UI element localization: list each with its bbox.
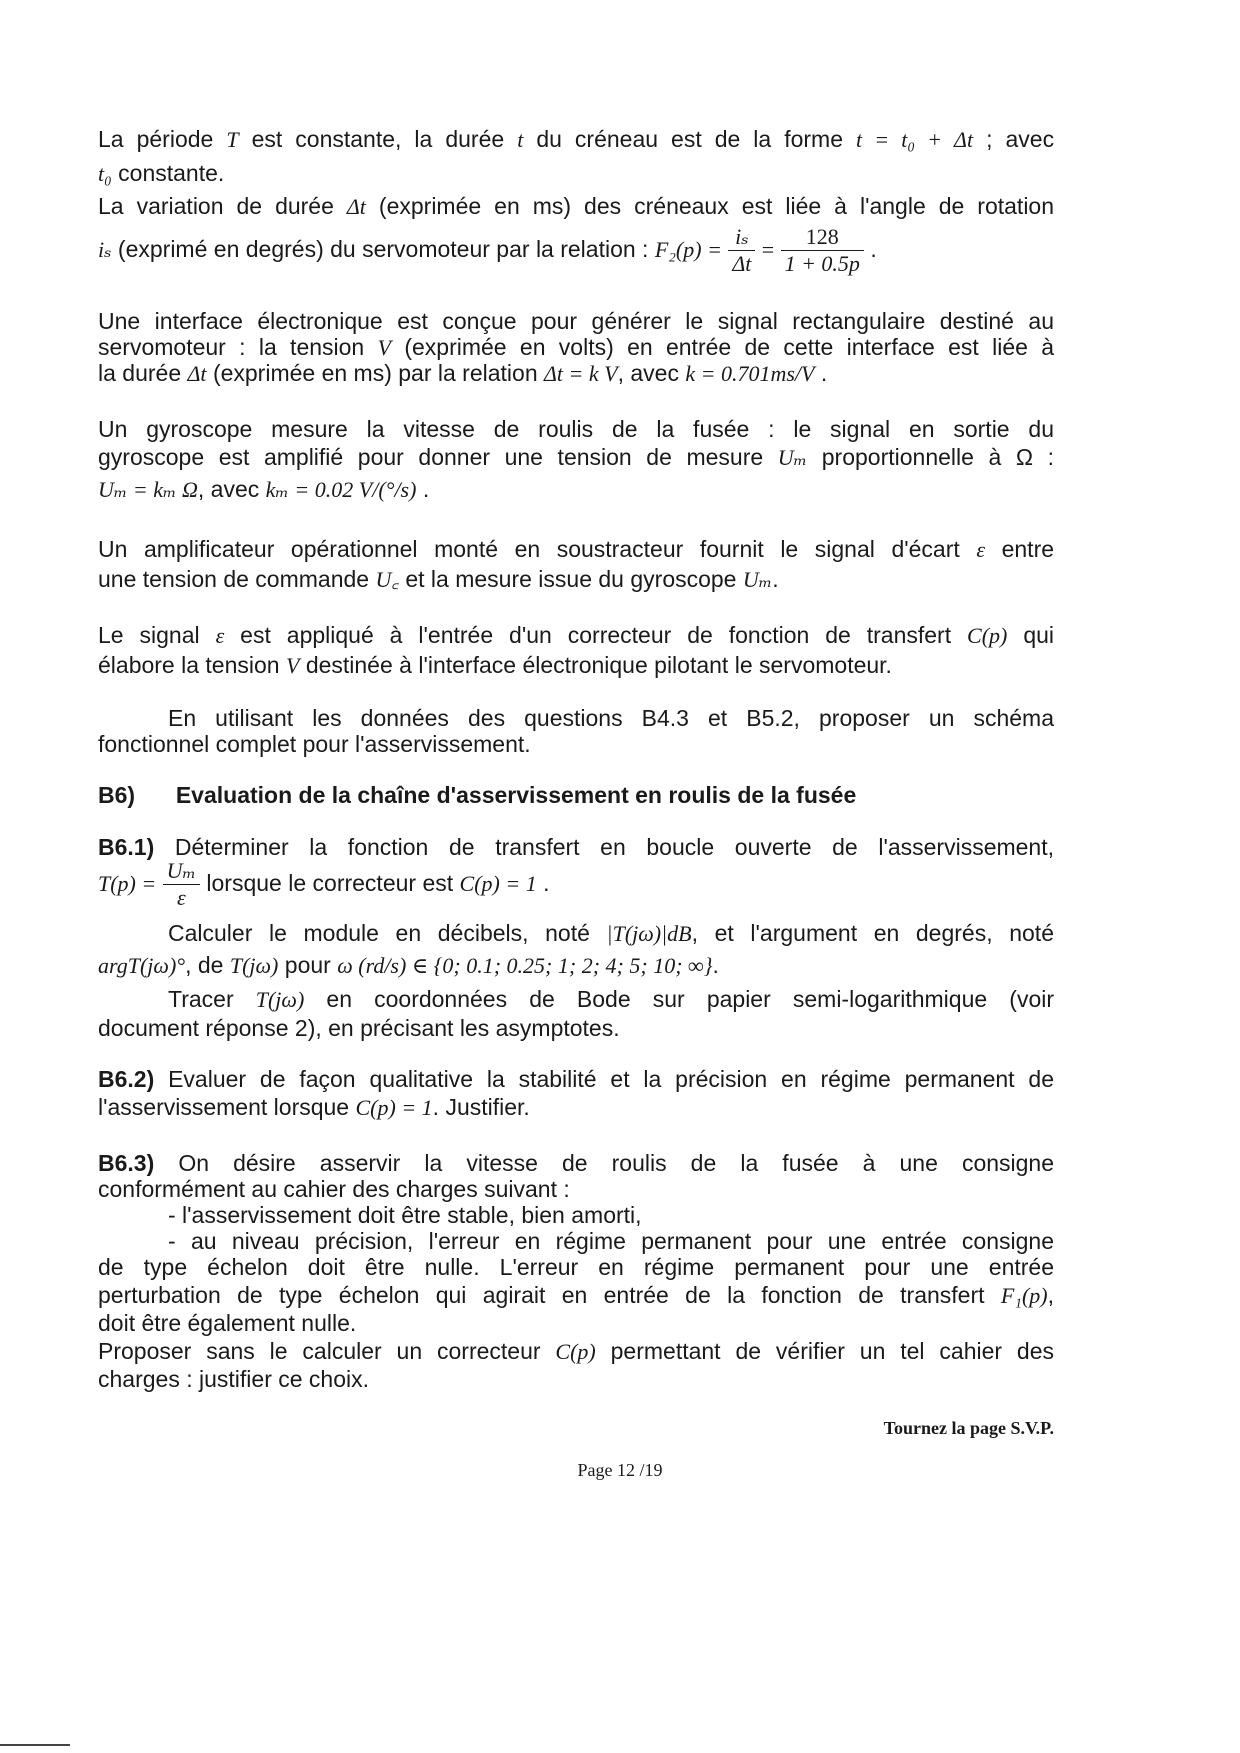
section-title: Evaluation de la chaîne d'asservissement en roulis de la fusée [175, 782, 857, 808]
math-dt: Δt [187, 361, 207, 386]
text: du créneau est de la forme [536, 126, 844, 152]
math-dt-eq: Δt = k V [544, 361, 618, 386]
math-F2: F₂(p) = [654, 237, 722, 262]
text: . [870, 236, 877, 262]
text: ; avec [986, 126, 1055, 152]
text: est appliqué à l'entrée d'un correcteur de fonction de transfert [240, 622, 952, 648]
p2-line1 [98, 191, 1054, 222]
math-t-eq: t = t₀ + Δt [856, 127, 974, 152]
math-F1p: F₁(p) [1000, 1283, 1048, 1308]
p6-line1 [98, 620, 1054, 651]
text: est constante, la durée [251, 126, 505, 152]
scan-edge-mark [0, 1744, 70, 1746]
math-t: t [517, 127, 524, 152]
p2-line2 [98, 222, 877, 277]
text: Calculer le module en décibels, noté [168, 920, 590, 946]
text: perturbation de type échelon qui agirait en entrée de la fonction de transfert [98, 1282, 985, 1308]
text: . [712, 952, 719, 978]
math-is: iₛ [98, 237, 112, 262]
b63-line8 [98, 1336, 1054, 1367]
question-label: B6.3) [98, 1150, 155, 1176]
math-Cp: C(p) [967, 623, 1008, 648]
text: Proposer sans le calculer un correcteur [98, 1338, 541, 1364]
numerator: Uₘ [163, 858, 200, 885]
math-T: T [226, 127, 239, 152]
p1-line1 [98, 124, 1054, 155]
math-Cp-1: C(p) = 1 [355, 1095, 433, 1120]
text: Un gyroscope mesure la vitesse de roulis de la fusée : le signal en sortie du [98, 416, 1054, 442]
numerator: iₛ [728, 224, 755, 251]
text: . [772, 566, 779, 592]
math-Um: Uₘ [742, 567, 773, 592]
text: . [543, 870, 550, 896]
math-Tjw: T(jω) [229, 953, 279, 978]
math-epsilon: ε [976, 537, 986, 562]
p4-line1 [98, 414, 1054, 444]
math-V: V [377, 335, 392, 360]
math-Tp: T(p) = [98, 871, 157, 896]
math-dt: Δt [346, 194, 366, 219]
denominator: ε [176, 885, 186, 911]
turn-page-note: Tournez la page S.V.P. [883, 1418, 1054, 1438]
text: Une interface électronique est conçue pour générer le signal rectangulaire destiné au [98, 308, 1054, 334]
text: charges : justifier ce choix. [98, 1366, 370, 1392]
text: , de [185, 952, 224, 978]
text: La période [98, 126, 214, 152]
text: une tension de commande [98, 566, 370, 592]
text: - l'asservissement doit être stable, bien amorti, [168, 1202, 642, 1228]
page-number: Page 12 /19 [577, 1460, 663, 1480]
b62-line2 [98, 1092, 530, 1123]
math-k: k = 0.701ms/V [685, 361, 815, 386]
math-Uc: U꜀ [375, 567, 399, 592]
question-label: B6.2) [98, 1066, 155, 1092]
text: (exprimée en volts) en entrée de cette interface est liée à [404, 334, 1055, 360]
text: en coordonnées de Bode sur papier semi-logarithmique (voir [326, 986, 1055, 1012]
text: En utilisant les données des questions B4.3 et B5.2, proposer un schéma [168, 705, 1054, 731]
fraction-Um-eps [163, 858, 200, 911]
p5-line1 [98, 534, 1054, 565]
fraction-is-dt [728, 224, 755, 277]
b63-line7 [98, 1308, 356, 1338]
math-Um: Uₘ [777, 445, 808, 470]
text: qui [1023, 622, 1055, 648]
text: de type échelon doit être nulle. L'erreur en régime permanent pour une entrée [98, 1254, 1054, 1280]
b63-line5 [98, 1252, 1054, 1282]
p5-line2 [98, 564, 779, 595]
math-Tjw: T(jω) [255, 987, 305, 1012]
text: . [820, 360, 828, 386]
b61-line4 [98, 950, 719, 981]
p6-line2 [98, 650, 892, 681]
text: Tracer [168, 986, 234, 1012]
b61-line6 [98, 1013, 620, 1043]
text: la durée [98, 360, 182, 386]
question-label: B6.1) [98, 834, 155, 860]
b63-line6 [98, 1280, 1054, 1311]
math-Cp: C(p) [555, 1339, 596, 1364]
text: , et l'argument en degrés, noté [691, 920, 1054, 946]
text: destinée à l'interface électronique pilotant le servomoteur. [305, 652, 892, 678]
text: (exprimée en ms) des créneaux est liée à l'angle de rotation [378, 193, 1055, 219]
text: et la mesure issue du gyroscope [405, 566, 737, 592]
text: permettant de vérifier un tel cahier des [610, 1338, 1054, 1364]
b61-line3 [168, 918, 1054, 949]
fraction-128 [781, 224, 864, 277]
p3-line3 [98, 358, 827, 389]
b62-line1 [98, 1064, 1054, 1094]
text: (exprimée en ms) par la relation [212, 360, 538, 386]
text: . [422, 476, 430, 502]
text: l'asservissement lorsque [98, 1094, 350, 1120]
text: - au niveau précision, l'erreur en régime permanent pour une entrée consigne [168, 1228, 1054, 1254]
math-arg: argT(jω)° [98, 953, 186, 978]
b61-line5 [168, 984, 1054, 1015]
text: Déterminer la fonction de transfert en boucle ouverte de l'asservissement, [174, 834, 1055, 860]
text: doit être également nulle. [98, 1310, 357, 1336]
text: . Justifier. [432, 1094, 530, 1120]
text: entre [1001, 536, 1055, 562]
text: élabore la tension [98, 652, 280, 678]
p1-line2 [98, 158, 224, 189]
text: gyroscope est amplifié pour donner une tension de mesure [98, 444, 764, 470]
text: document réponse 2), en précisant les asymptotes. [98, 1015, 620, 1041]
text: pour [284, 952, 331, 978]
math-t0: t₀ [98, 161, 112, 186]
text: On désire asservir la vitesse de roulis de la fusée à une consigne [178, 1150, 1055, 1176]
denominator: Δt [732, 251, 752, 277]
text: lorsque le correcteur est [206, 870, 454, 896]
text: constante. [118, 160, 225, 186]
math-epsilon: ε [215, 623, 225, 648]
text: proportionnelle à Ω : [821, 444, 1055, 470]
math-V: V [285, 653, 300, 678]
text: , avec [617, 360, 679, 386]
section-b6-heading [98, 780, 856, 810]
text: , [1047, 1282, 1054, 1308]
math-Cp-1: C(p) = 1 [459, 871, 537, 896]
text: Evaluer de façon qualitative la stabilité et la précision en régime permanent de [168, 1066, 1054, 1092]
math-omega-set: ω (rd/s) ∈ {0; 0.1; 0.25; 1; 2; 4; 5; 10; ∞} [337, 953, 713, 978]
denominator: 1 + 0.5p [784, 251, 860, 277]
b61-line2 [98, 856, 549, 911]
text: , avec [197, 476, 260, 502]
b63-line9 [98, 1364, 369, 1394]
text: fonctionnel complet pour l'asservissement. [98, 731, 531, 757]
equals-sign: = [761, 237, 775, 262]
p4-line2 [98, 442, 1054, 473]
math-km: kₘ = 0.02 V/(°/s) [265, 477, 417, 502]
p4-line3 [98, 474, 429, 505]
section-number: B6) [98, 782, 136, 808]
text: Le signal [98, 622, 200, 648]
text: Un amplificateur opérationnel monté en soustracteur fournit le signal d'écart [98, 536, 960, 562]
p7-line2 [98, 729, 531, 759]
text: La variation de durée [98, 193, 334, 219]
text: conformément au cahier des charges suivant : [98, 1176, 570, 1202]
text: servomoteur : la tension [98, 334, 365, 360]
math-Um-eq: Uₘ = kₘ Ω [98, 477, 198, 502]
math-modulus-db: |T(jω)|dB [606, 921, 692, 946]
numerator: 128 [781, 224, 864, 251]
text: (exprimé en degrés) du servomoteur par la relation : [117, 236, 649, 262]
